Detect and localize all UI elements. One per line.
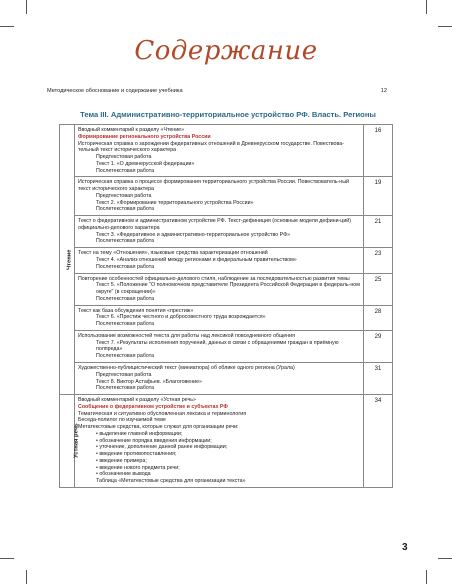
- entry-line: Послетекстовая работа: [96, 295, 155, 302]
- page-title: Содержание: [134, 36, 318, 66]
- entry-line: Послетекстовая работа: [96, 238, 155, 245]
- entry-line: Художественно-публицистический текст (миниатюра) об облике одного региона (Урала): [78, 364, 295, 371]
- entry-text-cell: [75, 305, 364, 330]
- entry-text-cell: [75, 395, 364, 488]
- entry-line: Текст 6. «Престиж честного и добросовестного труда возрождается»: [96, 314, 266, 321]
- page-number: 3: [402, 542, 408, 553]
- entry-line: • обозначение порядка введения информации;: [96, 437, 212, 444]
- crop-mark: [426, 0, 427, 14]
- entry-line: • выделение главной информации;: [96, 430, 183, 437]
- table-row: [60, 273, 393, 305]
- entry-text-cell: [75, 330, 364, 362]
- entry-line: Предтекстовая работа: [96, 371, 152, 378]
- entry-line: Текст 2. «Формирование территориального устройства России»: [96, 199, 254, 206]
- entry-line: Предтекстовая работа: [96, 192, 152, 199]
- entry-text-cell: [75, 216, 364, 248]
- section-label-cell: [60, 395, 80, 488]
- entry-text-cell: [75, 273, 364, 305]
- entry-line: Историческая справка о процессе формирования территориального устройства России. Повествователь-ный текст исторического характера: [78, 179, 349, 193]
- entry-line: Текст как база обсуждения понятия «престиж»: [78, 307, 194, 314]
- entry-line: Таблица «Метатекстовые средства для организации текста»: [96, 478, 246, 485]
- entry-page-number: 28: [364, 305, 393, 330]
- entry-page-number: 25: [364, 273, 393, 305]
- entry-line: Послетекстовая работа: [96, 167, 155, 174]
- entry-line: Послетекстовая работа: [96, 263, 155, 270]
- crop-mark: [438, 558, 452, 559]
- table-row: [60, 395, 393, 488]
- entry-line: Метатекстовые средства, которые служат для организации речи:: [78, 424, 239, 431]
- table-row: [60, 177, 393, 216]
- entry-line: Послетекстовая работа: [96, 321, 155, 328]
- entry-line: • введение нового предмета речи;: [96, 464, 180, 471]
- table-row: [60, 125, 393, 177]
- entry-page-number: 23: [364, 248, 393, 273]
- entry-line: Текст на тему «Отношения», языковые средства характеризации отношений: [78, 250, 268, 257]
- entry-line: Текст о федеративном и административном устройстве РФ. Текст-дефиниция (основные модели дефини-ций) официально-делового характера: [78, 218, 352, 231]
- entry-line: Вводный комментарий к разделу «Чтение»: [78, 127, 185, 133]
- section-label: Чтение: [66, 249, 73, 270]
- table-row: [60, 330, 393, 362]
- entry-page-number: 34: [364, 395, 393, 488]
- entry-line: Текст 4. «Анализ отношений между регионами и федеральным правительством»: [96, 257, 297, 264]
- entry-line: Текст 3. «Федеративное и административно-территориальное устройство РФ»: [96, 231, 291, 238]
- crop-mark: [0, 558, 14, 559]
- entry-line: Беседа-полилог по изучаемой теме: [78, 417, 166, 424]
- section-heading: Формирование регионального устройства России: [78, 133, 211, 140]
- entry-line: Историческая справка о зарождении федеративных отношений в Древнерусском государстве. Повествова-тельный текст исторического характера: [78, 140, 344, 154]
- crop-mark: [438, 26, 452, 27]
- theme-title: Тема III. Административно-территориальное устройство РФ. Власть. Регионы: [80, 110, 376, 119]
- entry-line: • уточнение, дополнение данной ранее информации;: [96, 444, 228, 451]
- entry-text-cell: [75, 362, 364, 394]
- crop-mark: [426, 570, 427, 584]
- entry-line: Вводный комментарий к разделу «Устная речь»: [78, 397, 196, 404]
- section-heading: Сообщение о федеративном устройстве и субъектах РФ: [78, 403, 228, 410]
- entry-page-number: 19: [364, 177, 393, 216]
- entry-line: • обозначение вывода: [96, 471, 151, 478]
- entry-line: Послетекстовая работа: [96, 385, 155, 392]
- section-label-cell: [60, 125, 75, 395]
- entry-page-number: 21: [364, 216, 393, 248]
- entry-line: Повторение особенностей официально-делового стиля, наблюдение за последовательностью развития темы: [78, 275, 350, 282]
- section-label: Устная речь: [73, 423, 80, 459]
- entry-line: Тематическая и ситуативно обусловленная лексика и терминология: [78, 410, 247, 417]
- entry-text-cell: [75, 248, 364, 273]
- entry-page-number: 31: [364, 362, 393, 394]
- entry-line: Текст 8. Виктор Астафьев. «Благоговение»: [96, 378, 203, 385]
- crop-mark: [0, 26, 14, 27]
- entry-line: • введение противопоставления;: [96, 451, 177, 458]
- intro-page-number: 12: [380, 88, 387, 94]
- entry-line: Послетекстовая работа: [96, 353, 155, 360]
- entry-line: Текст 1. «О древнерусской федерации»: [96, 160, 195, 167]
- table-row: [60, 248, 393, 273]
- entry-line: Текст 5. «Положение "О полномочном представителе Президента Российской Федерации в федераль-ном округе" (в сокращении)»: [96, 282, 360, 296]
- entry-line: Текст 7. «Результаты исполнения поручений, данных в связи с обращениями граждан в приёмную полпреда»: [96, 339, 339, 353]
- entry-page-number: 16: [364, 125, 393, 177]
- table-row: [60, 305, 393, 330]
- table-row: [60, 362, 393, 394]
- crop-mark: [26, 570, 27, 584]
- entry-text-cell: [75, 125, 364, 177]
- entry-line: • введение примера;: [96, 457, 147, 464]
- entry-page-number: 29: [364, 330, 393, 362]
- entry-line: Использование возможностей текста для работы над лексикой повседневного общения: [78, 332, 295, 339]
- entry-line: Предтекстовая работа: [96, 154, 152, 161]
- crop-mark: [26, 0, 27, 14]
- entry-line: Послетекстовая работа: [96, 206, 155, 213]
- entry-text-cell: [75, 177, 364, 216]
- intro-entry: Методическое обоснование и содержание учебника: [47, 88, 183, 94]
- table-row: [60, 216, 393, 248]
- contents-table: [59, 124, 393, 488]
